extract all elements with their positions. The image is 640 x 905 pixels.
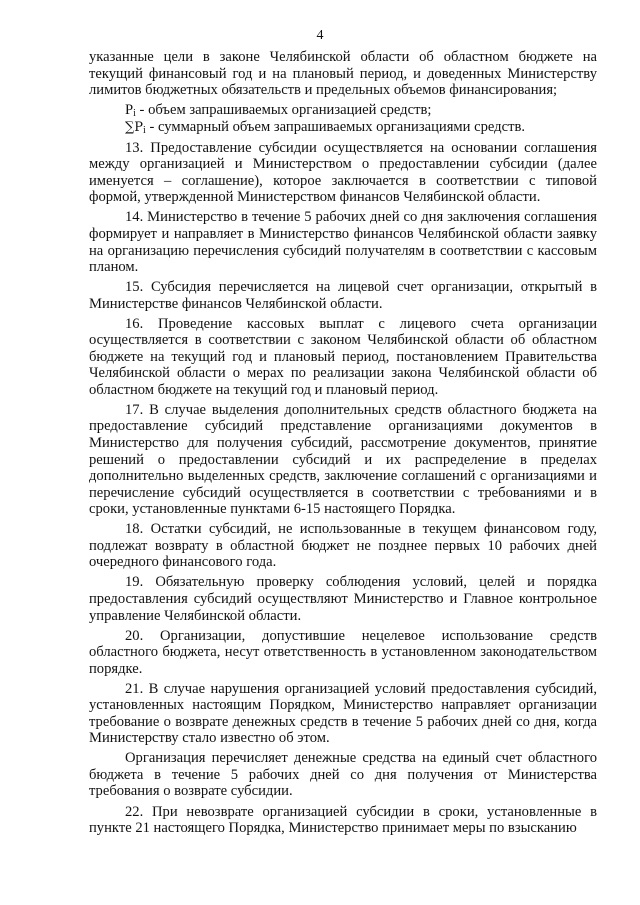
paragraph-14: 14. Министерство в течение 5 рабочих дней со дня заключения соглашения формирует и направляет в Министерство финансов Челябинской области заявку на организацию перечисления субсидий получателям в соответствии с кассовым планом. — [89, 209, 597, 276]
paragraph-17: 17. В случае выделения дополнительных средств областного бюджета на предоставление субсидий представление организациями документов в Министерство для получения субсидий, рассмотрение документов, принятие решений о предоставлении субсидий и их распределение в пределах дополнительно выделенных средств, заключение соглашений с организациями и перечисление субсидий осуществляется в соответствии с требованиями и в сроки, установленные пунктами 6-15 настоящего Порядка. — [89, 401, 597, 518]
sum-subscript: i — [143, 124, 146, 136]
variable-symbol: P — [125, 102, 134, 119]
variable-subscript: i — [133, 108, 136, 120]
page-number: 4 — [316, 28, 324, 43]
paragraph-22: 22. При невозврате организацией субсидии в сроки, установленные в пункте 21 настоящего Порядка, Министерство принимает меры по взысканию — [89, 803, 597, 837]
variable-sum-definition — [89, 119, 597, 137]
intro-paragraph: указанные цели в законе Челябинской области об областном бюджете на текущий финансовый год и на плановый период, и доведенных Министерству лимитов бюджетных обязательств и предельных объемов финансирования; — [89, 49, 597, 99]
paragraph-16: 16. Проведение кассовых выплат с лицевого счета организации осуществляется в соответствии с законом Челябинской области об областном бюджете на текущий год и плановый период, постановлением Правительства Челябинской области о мерах по реализации закона Челябинской области об областном бюджете на текущий год и плановый период. — [89, 315, 597, 398]
paragraph-18: 18. Остатки субсидий, не использованные в текущем финансовом году, подлежат возврату в областной бюджет не позднее первых 10 рабочих дней очередного финансового года. — [89, 521, 597, 571]
variable-description: - объем запрашиваемых организацией средств; — [135, 102, 432, 119]
paragraph-19: 19. Обязательную проверку соблюдения условий, целей и порядка предоставления субсидий осуществляют Министерство и Главное контрольное управление Челябинской области. — [89, 574, 597, 624]
variable-p-definition — [89, 102, 597, 119]
document-body — [89, 49, 597, 840]
paragraph-13: 13. Предоставление субсидии осуществляется на основании соглашения между организацией и Министерством о предоставлении субсидии (далее именуется – соглашение), которое заключается в соответствии с типовой формой, утвержденной Министерством финансов Челябинской области. — [89, 139, 597, 206]
sum-description: - суммарный объем запрашиваемых организациями средств. — [145, 118, 525, 135]
paragraph-20: 20. Организации, допустившие нецелевое использование средств областного бюджета, несут ответственность в установленном законодательством порядке. — [89, 627, 597, 677]
sum-symbol: ∑P — [125, 119, 144, 135]
paragraph-15: 15. Субсидия перечисляется на лицевой счет организации, открытый в Министерстве финансов Челябинской области. — [89, 279, 597, 312]
paragraph-21: 21. В случае нарушения организацией условий предоставления субсидий, установленных настоящим Порядком, Министерство направляет организации требование о возврате денежных средств в течение 5 рабочих дней со дня, когда Министерству стало известно об этом. — [89, 680, 597, 747]
paragraph-21-continued: Организация перечисляет денежные средства на единый счет областного бюджета в течение 5 рабочих дней со дня получения от Министерства требования о возврате субсидии. — [89, 750, 597, 800]
